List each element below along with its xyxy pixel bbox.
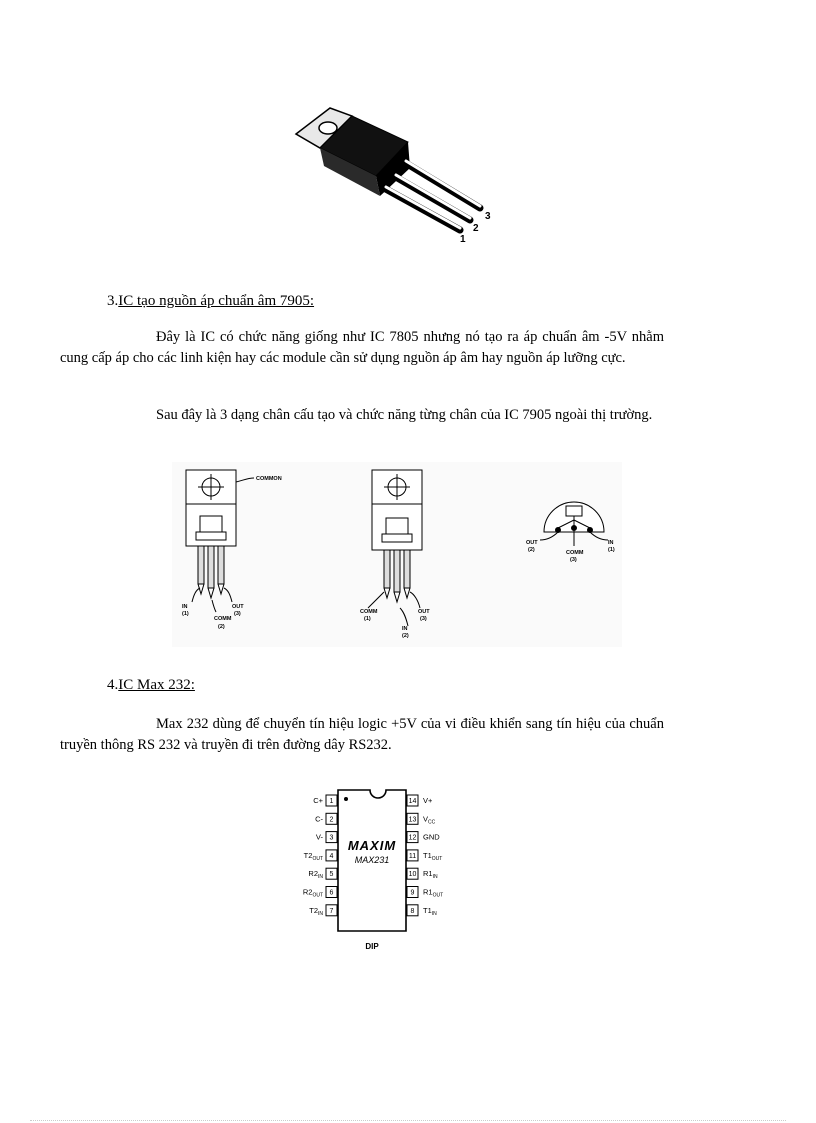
pin-number: 13 <box>408 816 417 824</box>
section-number: 4. <box>107 677 119 693</box>
pin-label-3: 3 <box>485 211 491 222</box>
dip-pin-4 <box>304 850 337 862</box>
section-number: 3. <box>107 293 119 309</box>
label-in: IN <box>182 604 188 610</box>
paragraph-7905-description <box>60 327 664 369</box>
left-pin-name: $R2_{IN}$ <box>308 869 323 881</box>
pin-number: 6 <box>329 889 334 897</box>
pinout-figure <box>172 462 622 647</box>
paragraph-text: Sau đây là 3 dạng chân cấu tạo và chức năng từng chân của IC 7905 ngoài thị trường. <box>156 407 653 423</box>
right-pin-name: $R1_{OUT}$ <box>423 887 444 899</box>
pin-number: 12 <box>408 834 417 842</box>
dip-pin-13 <box>407 813 436 825</box>
label-comm-num: (2) <box>218 624 225 630</box>
left-pin-name: V- <box>315 832 323 842</box>
pin-number: 7 <box>329 907 334 915</box>
right-pin-name: $T1_{IN}$ <box>423 905 437 917</box>
left-pin-name: $T2_{OUT}$ <box>303 850 323 862</box>
left-pin-name: $R2_{OUT}$ <box>302 887 323 899</box>
label-comm-num: (1) <box>364 616 371 622</box>
label-in: IN <box>402 626 408 632</box>
label-out-num: (3) <box>234 611 241 617</box>
right-pin-name: $V_{CC}$ <box>423 814 436 826</box>
to220-drawing <box>290 100 500 250</box>
page-bottom-divider <box>30 1120 786 1121</box>
regulator-photo <box>290 100 500 250</box>
label-comm: COMM <box>566 550 584 556</box>
pin-number: 1 <box>329 798 334 805</box>
dip-drawing <box>300 785 450 955</box>
maxim-logo: MAXIM <box>347 838 397 853</box>
label-comm: COMM <box>360 609 378 615</box>
dip-pin-5 <box>308 868 337 880</box>
label-out-num: (3) <box>420 616 427 622</box>
left-pin-column <box>303 795 337 917</box>
dip-pin-3 <box>316 832 337 843</box>
section-heading-4 <box>107 676 195 694</box>
left-pin-name: C- <box>315 814 323 824</box>
label-out: OUT <box>526 540 538 546</box>
right-pin-column <box>407 795 443 917</box>
label-out: OUT <box>418 609 430 615</box>
pin-label-2: 2 <box>473 223 479 234</box>
package-3 <box>540 502 608 546</box>
section-title: IC tạo nguồn áp chuẩn âm 7905: <box>118 293 315 309</box>
label-in: IN <box>608 540 614 546</box>
paragraph-max232-description <box>60 714 664 756</box>
label-in-num: (2) <box>402 633 409 639</box>
max231-dip-diagram <box>300 785 450 955</box>
pin-number: 8 <box>410 907 415 915</box>
dip-pin-9 <box>407 887 443 899</box>
label-in-num: (1) <box>182 611 189 617</box>
pin-number: 3 <box>329 834 334 842</box>
package-1 <box>186 470 254 612</box>
package-2 <box>368 470 422 626</box>
label-comm-num: (3) <box>570 557 577 563</box>
dip-pin-14 <box>407 795 433 806</box>
dip-pin-7 <box>309 905 337 917</box>
dip-pin-1 <box>313 795 337 806</box>
section-heading-3 <box>107 292 314 310</box>
paragraph-text: Đây là IC có chức năng giống như IC 7805 nhưng nó tạo ra áp chuẩn âm -5V nhằm cung cấp áp cho các linh kiện hay các module cần sử dụng nguồn áp âm hay nguồn áp lưỡng cực. <box>60 329 664 366</box>
pin-label-1: 1 <box>460 234 466 245</box>
label-out-num: (2) <box>528 547 535 553</box>
dip-pin-2 <box>315 813 337 824</box>
right-pin-name: $R1_{IN}$ <box>423 869 438 881</box>
pin-number: 5 <box>329 871 334 879</box>
pin-number: 2 <box>329 816 334 824</box>
left-pin-name: C+ <box>313 796 323 805</box>
part-number: MAX231 <box>354 855 390 865</box>
label-comm: COMM <box>214 616 232 622</box>
dip-pin-11 <box>407 850 442 862</box>
dip-pin-6 <box>303 887 337 899</box>
pin-number: 4 <box>329 852 334 860</box>
pin-number: 11 <box>408 852 417 860</box>
left-pin-name: $T2_{IN}$ <box>309 905 323 917</box>
right-pin-name: V+ <box>423 796 433 805</box>
dip-pin-10 <box>407 868 438 880</box>
pin-number: 9 <box>410 889 415 897</box>
label-out: OUT <box>232 604 244 610</box>
pin-number: 10 <box>408 871 417 879</box>
dip-pin-8 <box>407 905 437 917</box>
label-in-num: (1) <box>608 547 615 553</box>
right-pin-name: GND <box>423 832 440 842</box>
paragraph-pinout-intro <box>60 405 664 426</box>
paragraph-text: Max 232 dùng để chuyển tín hiệu logic +5V của vi điều khiển sang tín hiệu của chuẩn truyền thông RS 232 và truyền đi trên đường dây RS232. <box>60 716 664 753</box>
pinout-drawing <box>172 462 622 647</box>
section-title: IC Max 232: <box>118 677 195 693</box>
dip-pin-12 <box>407 832 440 843</box>
package-label: DIP <box>365 942 379 951</box>
right-pin-name: $T1_{OUT}$ <box>423 850 443 862</box>
pin-number: 14 <box>408 798 417 805</box>
label-common: COMMON <box>256 476 282 482</box>
